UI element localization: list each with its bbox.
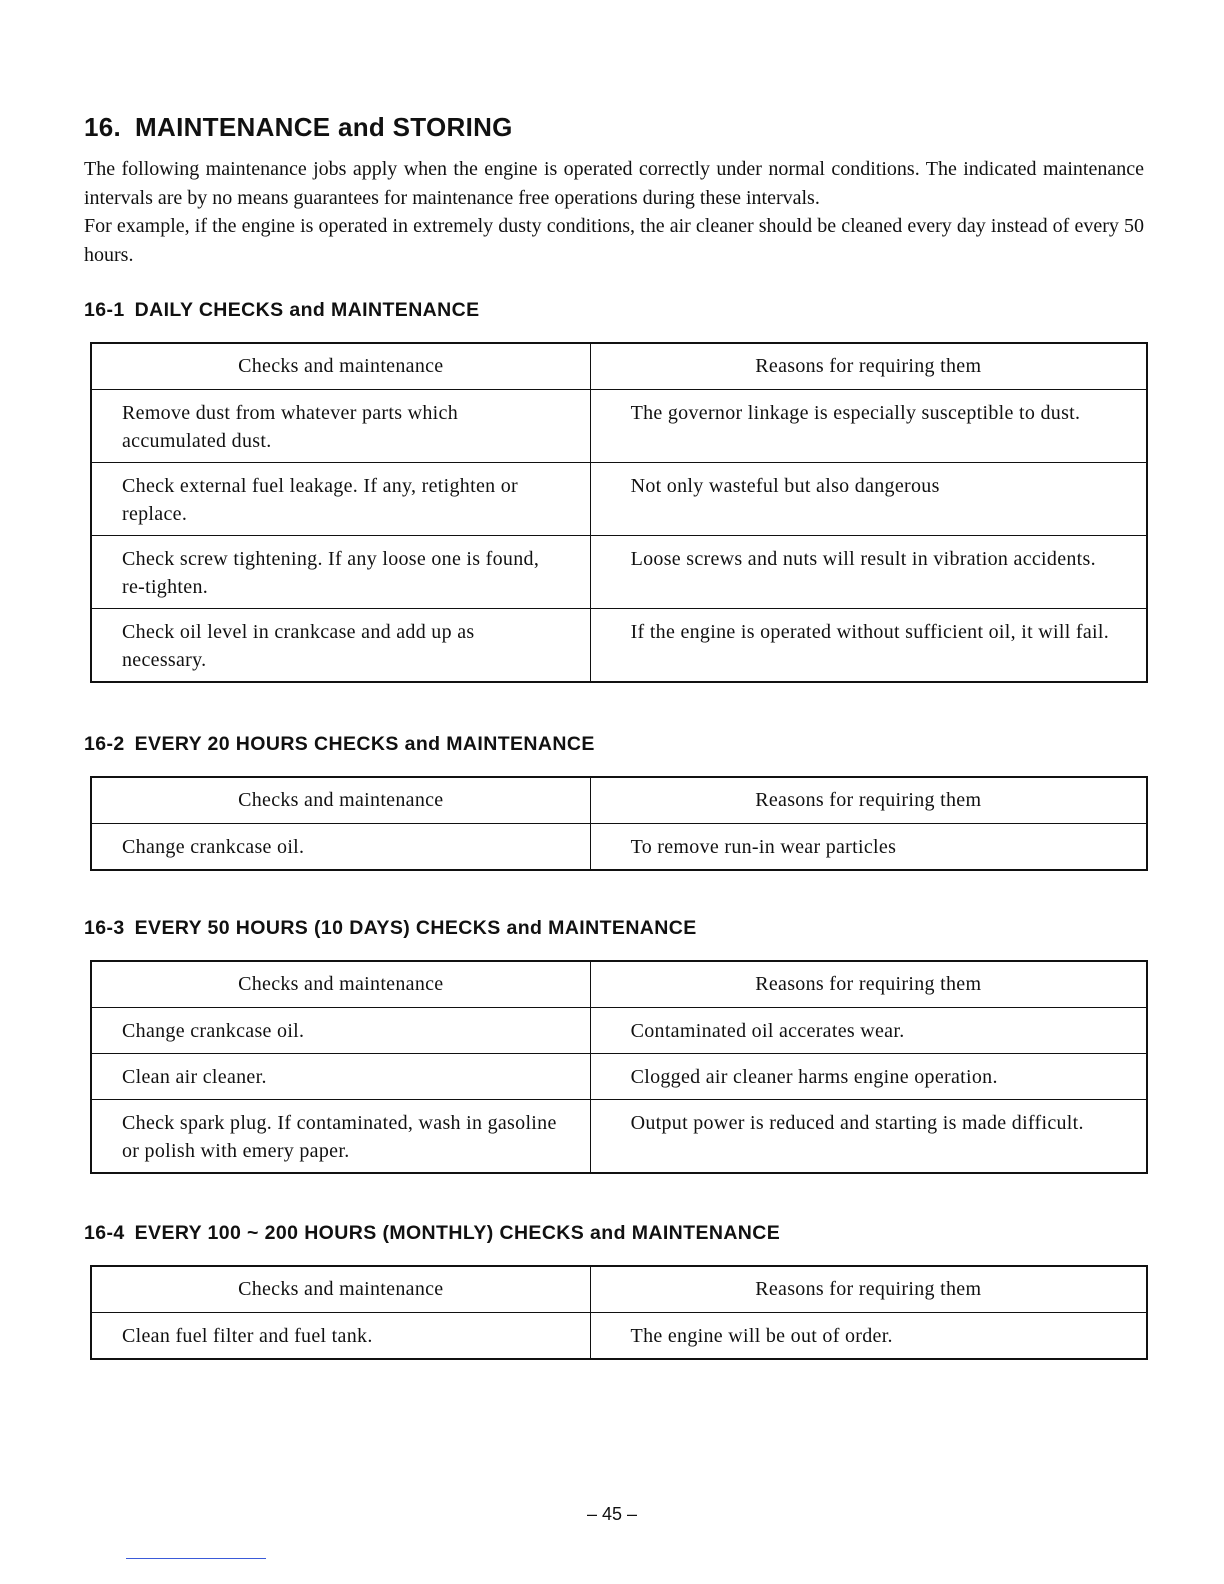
table-row	[91, 463, 1147, 536]
check-cell: Remove dust from whatever parts which accumulated dust.	[91, 390, 590, 463]
table-row	[91, 1054, 1147, 1100]
daily-checks-table	[90, 342, 1148, 683]
check-cell: Check oil level in crankcase and add up as necessary.	[91, 609, 590, 683]
page-title: 16. MAINTENANCE and STORING	[84, 112, 513, 142]
check-cell: Clean air cleaner.	[91, 1054, 590, 1100]
table-row	[91, 609, 1147, 683]
header-reasons: Reasons for requiring them	[590, 343, 1147, 390]
check-cell: Change crankcase oil.	[91, 824, 590, 871]
check-cell: Check external fuel leakage. If any, retighten or replace.	[91, 463, 590, 536]
reason-cell: Contaminated oil accerates wear.	[590, 1008, 1147, 1054]
reason-cell: If the engine is operated without sufficient oil, it will fail.	[590, 609, 1147, 683]
section-title-16-4: 16-4 EVERY 100 ~ 200 HOURS (MONTHLY) CHECKS and MAINTENANCE	[84, 1222, 781, 1244]
every-100-200-hours-table	[90, 1265, 1148, 1360]
table-header-row	[91, 961, 1147, 1008]
section-title-16-1: 16-1 DAILY CHECKS and MAINTENANCE	[84, 299, 480, 321]
page-number: – 45 –	[586, 1504, 638, 1524]
table-header-row	[91, 777, 1147, 824]
footer-divider	[126, 1558, 266, 1559]
reason-cell: The engine will be out of order.	[590, 1313, 1147, 1360]
table-row	[91, 1313, 1147, 1360]
table-row	[91, 1008, 1147, 1054]
table-row	[91, 824, 1147, 871]
intro-paragraph-2: For example, if the engine is operated in extremely dusty conditions, the air cleaner should be cleaned every day instead of every 50 hours.	[84, 215, 1144, 266]
check-cell: Check screw tightening. If any loose one is found, re-tighten.	[91, 536, 590, 609]
check-cell: Change crankcase oil.	[91, 1008, 590, 1054]
header-checks: Checks and maintenance	[91, 961, 590, 1008]
header-reasons: Reasons for requiring them	[590, 777, 1147, 824]
section-title-16-3: 16-3 EVERY 50 HOURS (10 DAYS) CHECKS and MAINTENANCE	[84, 917, 697, 939]
table-header-row	[91, 1266, 1147, 1313]
header-checks: Checks and maintenance	[91, 777, 590, 824]
reason-cell: Not only wasteful but also dangerous	[590, 463, 1147, 536]
check-cell: Clean fuel filter and fuel tank.	[91, 1313, 590, 1360]
reason-cell: Clogged air cleaner harms engine operation.	[590, 1054, 1147, 1100]
reason-cell: To remove run-in wear particles	[590, 824, 1147, 871]
table-row	[91, 390, 1147, 463]
every-20-hours-table	[90, 776, 1148, 871]
section-title-16-2: 16-2 EVERY 20 HOURS CHECKS and MAINTENANCE	[84, 733, 595, 755]
header-checks: Checks and maintenance	[91, 343, 590, 390]
every-50-hours-table	[90, 960, 1148, 1174]
table-row	[91, 536, 1147, 609]
table-header-row	[91, 343, 1147, 390]
table-row	[91, 1100, 1147, 1174]
reason-cell: The governor linkage is especially susceptible to dust.	[590, 390, 1147, 463]
intro-paragraph-1: The following maintenance jobs apply when the engine is operated correctly under normal conditions. The indicated maintenance intervals are by no means guarantees for maintenance free operations during these intervals.	[84, 158, 1144, 209]
reason-cell: Loose screws and nuts will result in vibration accidents.	[590, 536, 1147, 609]
page-content	[84, 112, 1144, 1360]
header-reasons: Reasons for requiring them	[590, 961, 1147, 1008]
reason-cell: Output power is reduced and starting is made difficult.	[590, 1100, 1147, 1174]
check-cell: Check spark plug. If contaminated, wash in gasoline or polish with emery paper.	[91, 1100, 590, 1174]
header-reasons: Reasons for requiring them	[590, 1266, 1147, 1313]
header-checks: Checks and maintenance	[91, 1266, 590, 1313]
